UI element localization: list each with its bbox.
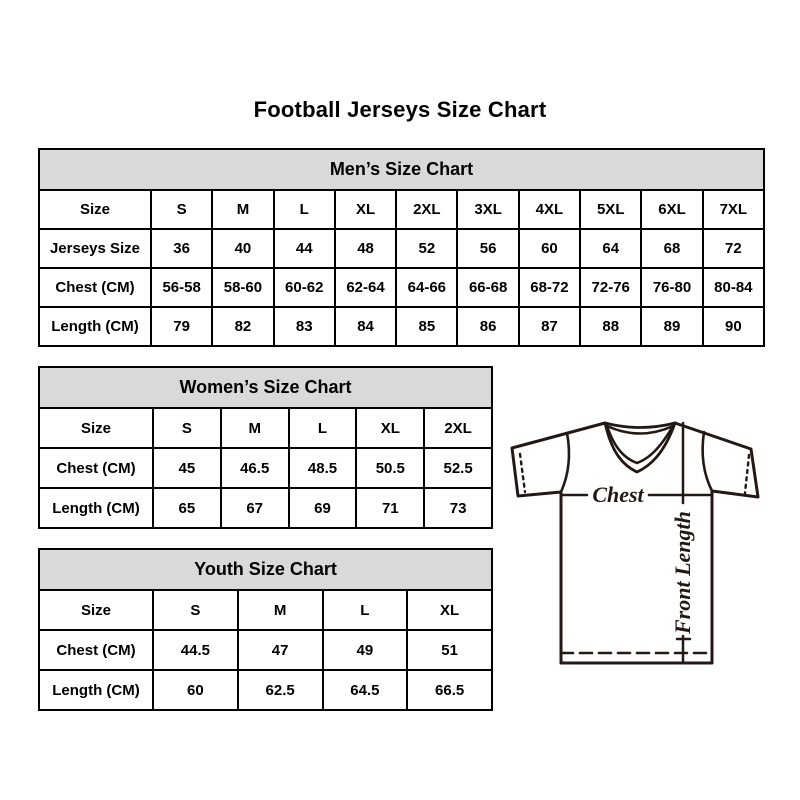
size-value-cell: 40 [212, 229, 273, 268]
table-row [39, 590, 492, 630]
size-value-cell: 50.5 [356, 448, 424, 488]
size-value-cell: 62.5 [238, 670, 323, 710]
front-length-label: Front Length [670, 511, 695, 634]
size-value-cell: 60-62 [274, 268, 335, 307]
row-label-cell: Chest (CM) [39, 268, 151, 307]
table-row [39, 307, 764, 346]
womens-size-chart-table [38, 366, 493, 529]
womens-table-header: Women’s Size Chart [39, 367, 492, 408]
size-value-cell: 44 [274, 229, 335, 268]
size-value-cell: 86 [457, 307, 518, 346]
size-value-cell: M [221, 408, 289, 448]
size-value-cell: 2XL [396, 190, 457, 229]
size-value-cell: 82 [212, 307, 273, 346]
row-label-cell: Chest (CM) [39, 448, 153, 488]
size-value-cell: 62-64 [335, 268, 396, 307]
size-value-cell: XL [356, 408, 424, 448]
collar-v-inner [607, 426, 673, 463]
size-value-cell: 72-76 [580, 268, 641, 307]
right-cuff-dashed-line [745, 455, 749, 493]
table-row [39, 630, 492, 670]
size-value-cell: 84 [335, 307, 396, 346]
table-row [39, 367, 492, 408]
size-value-cell: 88 [580, 307, 641, 346]
size-value-cell: 71 [356, 488, 424, 528]
size-value-cell: XL [407, 590, 492, 630]
size-value-cell: 60 [519, 229, 580, 268]
size-value-cell: 79 [151, 307, 212, 346]
mens-size-chart-table [38, 148, 765, 347]
youth-size-chart-table [38, 548, 493, 711]
left-cuff-dashed-line [520, 454, 525, 492]
size-value-cell: 60 [153, 670, 238, 710]
table-row [39, 408, 492, 448]
row-label-cell: Jerseys Size [39, 229, 151, 268]
size-value-cell: 48.5 [289, 448, 357, 488]
size-value-cell: 89 [641, 307, 702, 346]
size-value-cell: 46.5 [221, 448, 289, 488]
size-value-cell: 72 [703, 229, 764, 268]
size-value-cell: XL [335, 190, 396, 229]
size-value-cell: 80-84 [703, 268, 764, 307]
size-value-cell: 56-58 [151, 268, 212, 307]
row-label-cell: Size [39, 408, 153, 448]
size-value-cell: 47 [238, 630, 323, 670]
size-value-cell: L [289, 408, 357, 448]
row-label-cell: Length (CM) [39, 670, 153, 710]
size-value-cell: 67 [221, 488, 289, 528]
size-value-cell: 51 [407, 630, 492, 670]
size-value-cell: L [274, 190, 335, 229]
table-row [39, 670, 492, 710]
size-value-cell: 64.5 [323, 670, 408, 710]
size-value-cell: 52 [396, 229, 457, 268]
size-value-cell: S [153, 590, 238, 630]
size-value-cell: S [153, 408, 221, 448]
table-row [39, 488, 492, 528]
jersey-outline [512, 423, 758, 663]
size-value-cell: 90 [703, 307, 764, 346]
size-value-cell: 69 [289, 488, 357, 528]
size-value-cell: 5XL [580, 190, 641, 229]
size-value-cell: 56 [457, 229, 518, 268]
size-value-cell: 7XL [703, 190, 764, 229]
size-value-cell: 52.5 [424, 448, 492, 488]
left-sleeve-seam [561, 433, 569, 492]
size-value-cell: 85 [396, 307, 457, 346]
right-sleeve-seam [703, 432, 712, 491]
size-value-cell: 49 [323, 630, 408, 670]
size-value-cell: 44.5 [153, 630, 238, 670]
size-value-cell: M [212, 190, 273, 229]
collar-opening-arc [605, 423, 675, 428]
size-value-cell: 2XL [424, 408, 492, 448]
table-row [39, 549, 492, 590]
row-label-cell: Chest (CM) [39, 630, 153, 670]
size-value-cell: 76-80 [641, 268, 702, 307]
size-value-cell: 68 [641, 229, 702, 268]
size-value-cell: 87 [519, 307, 580, 346]
size-value-cell: L [323, 590, 408, 630]
size-value-cell: 66.5 [407, 670, 492, 710]
page-title: Football Jerseys Size Chart [253, 97, 547, 122]
size-value-cell: 58-60 [212, 268, 273, 307]
table-row [39, 229, 764, 268]
size-value-cell: 66-68 [457, 268, 518, 307]
size-value-cell: 6XL [641, 190, 702, 229]
size-value-cell: 36 [151, 229, 212, 268]
table-row [39, 149, 764, 190]
row-label-cell: Size [39, 590, 153, 630]
size-value-cell: 73 [424, 488, 492, 528]
mens-table-header: Men’s Size Chart [39, 149, 764, 190]
size-value-cell: 65 [153, 488, 221, 528]
size-value-cell: 83 [274, 307, 335, 346]
size-value-cell: 64 [580, 229, 641, 268]
size-value-cell: 64-66 [396, 268, 457, 307]
size-value-cell: 68-72 [519, 268, 580, 307]
size-value-cell: 4XL [519, 190, 580, 229]
size-value-cell: 45 [153, 448, 221, 488]
size-value-cell: M [238, 590, 323, 630]
size-value-cell: S [151, 190, 212, 229]
row-label-cell: Length (CM) [39, 488, 153, 528]
youth-table-header: Youth Size Chart [39, 549, 492, 590]
table-row [39, 268, 764, 307]
jersey-measurement-diagram [503, 410, 773, 670]
row-label-cell: Length (CM) [39, 307, 151, 346]
size-value-cell: 3XL [457, 190, 518, 229]
table-row [39, 190, 764, 229]
table-row [39, 448, 492, 488]
chest-label: Chest [592, 482, 644, 507]
size-value-cell: 48 [335, 229, 396, 268]
row-label-cell: Size [39, 190, 151, 229]
